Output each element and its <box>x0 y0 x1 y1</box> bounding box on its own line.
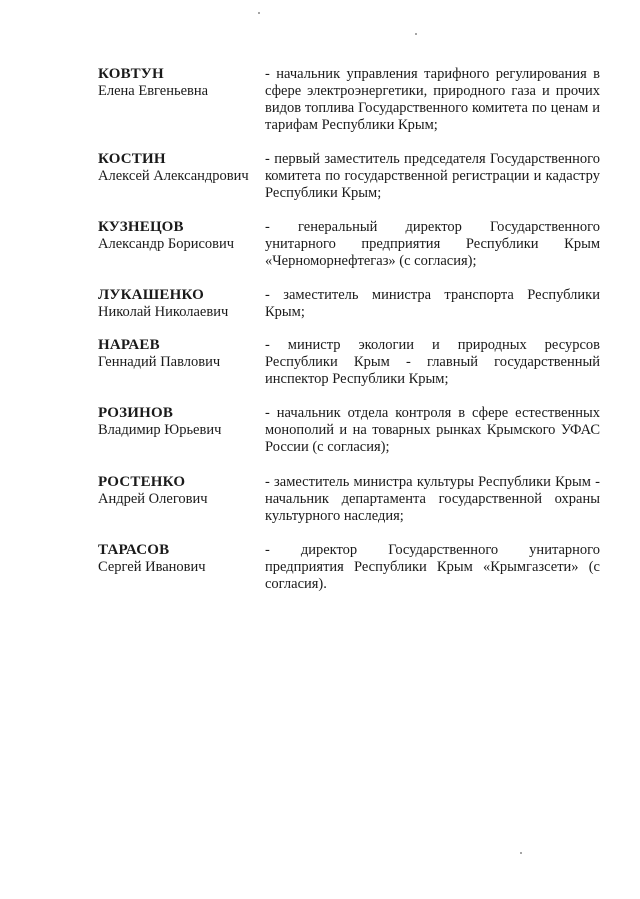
member-name-block <box>98 219 263 253</box>
member-name-block <box>98 542 263 576</box>
member-name-block <box>98 151 263 185</box>
member-given-names: Владимир Юрьевич <box>98 422 222 438</box>
member-given-names: Николай Николаевич <box>98 304 229 320</box>
scan-speck <box>415 33 417 35</box>
member-name-block <box>98 405 263 439</box>
member-role: - генеральный директор Государственного унитарного предприятия Республики Крым «Черноморнефтегаз» (с согласия); <box>265 219 600 269</box>
member-role: - заместитель министра транспорта Республики Крым; <box>265 287 600 320</box>
member-given-names: Сергей Иванович <box>98 559 206 575</box>
member-name-block <box>98 66 263 100</box>
member-given-names: Геннадий Павлович <box>98 354 221 370</box>
member-name-block <box>98 287 263 321</box>
member-surname: РОСТЕНКО <box>98 474 186 490</box>
member-surname: ЛУКАШЕНКО <box>98 287 205 303</box>
member-role: - начальник управления тарифного регулирования в сфере электроэнергетики, природного газа и прочих видов топлива Государственного комитета по ценам и тарифам Республики Крым; <box>265 66 600 133</box>
member-role: - заместитель министра культуры Республики Крым - начальник департамента государственной охраны культурного наследия; <box>265 474 600 524</box>
member-name-block <box>98 337 263 371</box>
member-surname: КОВТУН <box>98 66 164 82</box>
scan-speck <box>258 12 260 14</box>
member-given-names: Александр Борисович <box>98 236 235 252</box>
member-role: - начальник отдела контроля в сфере естественных монополий и на товарных рынках Крымского УФАС России (с согласия); <box>265 405 600 455</box>
member-surname: РОЗИНОВ <box>98 405 174 421</box>
member-role: - первый заместитель председателя Государственного комитета по государственной регистрации и кадастру Республики Крым; <box>265 151 600 201</box>
member-role: - министр экологии и природных ресурсов Республики Крым - главный государственный инспектор Республики Крым; <box>265 337 600 387</box>
member-surname: КОСТИН <box>98 151 166 167</box>
scan-speck <box>520 852 522 854</box>
member-surname: КУЗНЕЦОВ <box>98 219 184 235</box>
member-given-names: Елена Евгеньевна <box>98 83 209 99</box>
member-given-names: Андрей Олегович <box>98 491 208 507</box>
member-surname: НАРАЕВ <box>98 337 160 353</box>
member-role: - директор Государственного унитарного предприятия Республики Крым «Крымгазсети» (с согласия). <box>265 542 600 592</box>
member-given-names: Алексей Александрович <box>98 168 249 184</box>
member-surname: ТАРАСОВ <box>98 542 170 558</box>
member-name-block <box>98 474 263 508</box>
